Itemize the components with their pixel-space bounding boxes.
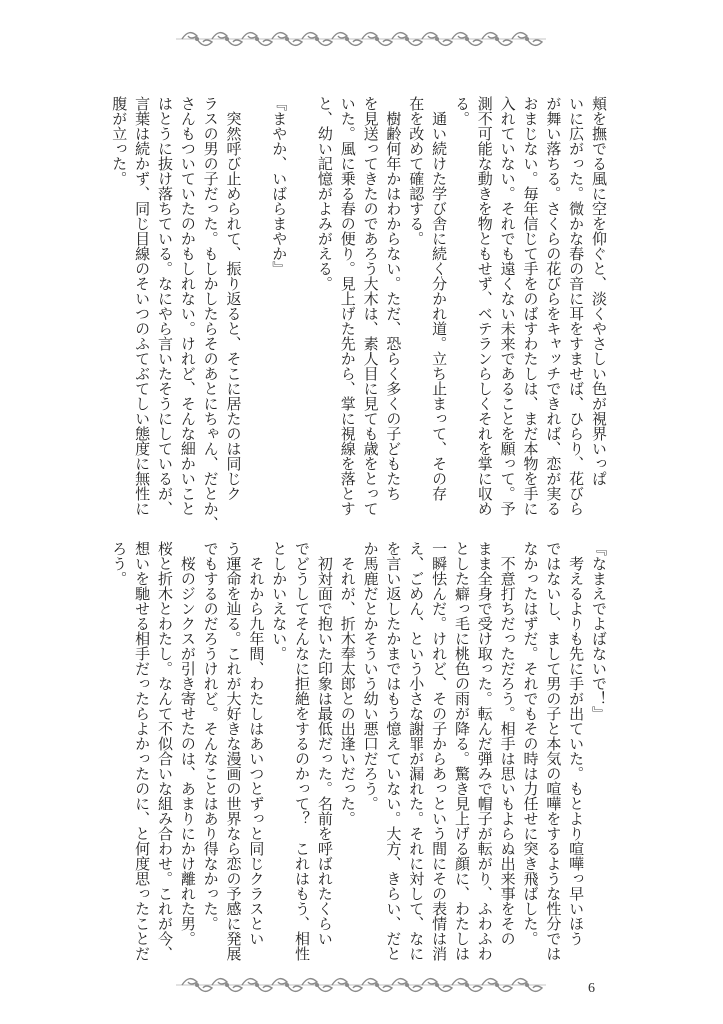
text-column: 言葉は続かず、同じ目線のそいつのふてぶてしい態度に無性に <box>133 96 152 516</box>
text-column: う運命を辿る。これが大好きな漫画の世界なら恋の予感に発展 <box>224 541 243 961</box>
text-column: でもするのだろうけれど。そんなことはあり得なかった。 <box>201 541 220 931</box>
text-column: 想いを馳せる相手だったらよかったのに、と何度思ったことだ <box>133 541 152 961</box>
text-column: 入れていない。それでも遠くない未来であることを願って。予 <box>498 96 517 516</box>
decorative-border-bottom <box>172 972 550 998</box>
text-column: ラスの男の子だった。もしかしたらそのあとにちゃん、だとか、 <box>201 96 220 531</box>
text-column: としかいえない。 <box>270 541 289 661</box>
text-column: 『なまえでよばないで！』 <box>590 541 608 721</box>
text-column <box>290 96 313 501</box>
text-column: はとうに抜け落ちている。なにやら言いたそうにしているが、 <box>155 96 174 516</box>
text-column: が舞い落ちる。さくらの花びらをキャッチできれば、恋が実る <box>544 96 563 516</box>
text-column: 樹齢何年かはわからない。ただ、恐らく多くの子どもたち <box>384 96 403 501</box>
text-column: 腹が立った。 <box>110 96 129 186</box>
text-column: いた。風に乗る春の便り。見上げた先から、掌に視線を落とす <box>338 96 357 516</box>
text-column: 頬を撫でる風に空を仰ぐと、淡くやさしい色が視界いっぱ <box>590 96 608 486</box>
text-column: いに広がった。微かな春の音に耳をすませば、ひらり、花びら <box>567 96 586 516</box>
text-column: とした癖っ毛に桃色の雨が降る。驚き見上げる顔に、わたしは <box>452 541 471 961</box>
text-column: を見送ってきたのであろう大木は、素人目に見ても歳をとって <box>361 96 380 516</box>
text-column: まま全身で受け取った。転んだ弾みで帽子が転がり、ふわふわ <box>475 541 494 961</box>
lower-text-block <box>107 541 610 961</box>
text-column: おまじない。毎年信じて手をのばすわたしは、まだ本物を手に <box>521 96 540 516</box>
text-column: 桜と折木とわたし。なんて不似合いな組み合わせ。これが今、 <box>155 541 174 961</box>
decorative-border-top <box>172 26 550 52</box>
text-column: 一瞬怯んだ。けれど、その子からあっという間にその表情は消 <box>430 541 449 961</box>
text-column: 考えるよりも先に手が出ていた。もとより喧嘩っ早いほう <box>567 541 586 946</box>
text-column: 『まやか、いばらまやか』 <box>270 96 289 276</box>
text-column: なかったはずだ。それでもその時は力任せに突き飛ばした。 <box>521 541 540 946</box>
text-column: を言い返したかまではもう憶えていない。大方、きらい、だと <box>384 541 403 961</box>
text-column: 在を改めて確認する。 <box>407 96 426 246</box>
text-column: ではないし、まして男の子と本気の喧嘩をするような性分では <box>544 541 563 961</box>
text-column: さんもついていたのかもしれない。けれど、そんな細かいこと <box>178 96 197 516</box>
text-column: え、ごめん、という小さな謝罪が漏れた。それに対して、なに <box>407 541 426 961</box>
text-column: でどうしてそんなに拒絶をするのかって？ これはもう、相性 <box>293 541 312 961</box>
text-column: と、幼い記憶がよみがえる。 <box>315 96 334 291</box>
text-column: 突然呼び止められて、振り返ると、そこに居たのは同じク <box>224 96 243 501</box>
text-column: か馬鹿だとかそういう幼い悪口だろう。 <box>361 541 380 811</box>
upper-text-block <box>107 96 610 531</box>
text-column: 初対面で抱いた印象は最低だった。名前を呼ばれたくらい <box>315 541 334 946</box>
text-column: それが、折木奉太郎との出逢いだった。 <box>338 541 357 826</box>
text-column: 通い続けた学び舎に続く分かれ道。立ち止まって、その存 <box>430 96 449 501</box>
page-number: 6 <box>588 981 595 996</box>
text-column: 桜のジンクスが引き寄せたのは、あまりにかけ離れた男。 <box>178 541 197 946</box>
text-column: る。 <box>452 96 471 126</box>
text-column: ろう。 <box>110 541 129 586</box>
text-column: 測不可能な動きを物ともせず、ベテランらしくそれを掌に収め <box>475 96 494 516</box>
text-column: 不意打ちだっただろう。相手は思いもよらぬ出来事をその <box>498 541 517 946</box>
text-column: それから九年間、わたしはあいつとずっと同じクラスとい <box>247 541 266 946</box>
text-column <box>245 96 268 501</box>
